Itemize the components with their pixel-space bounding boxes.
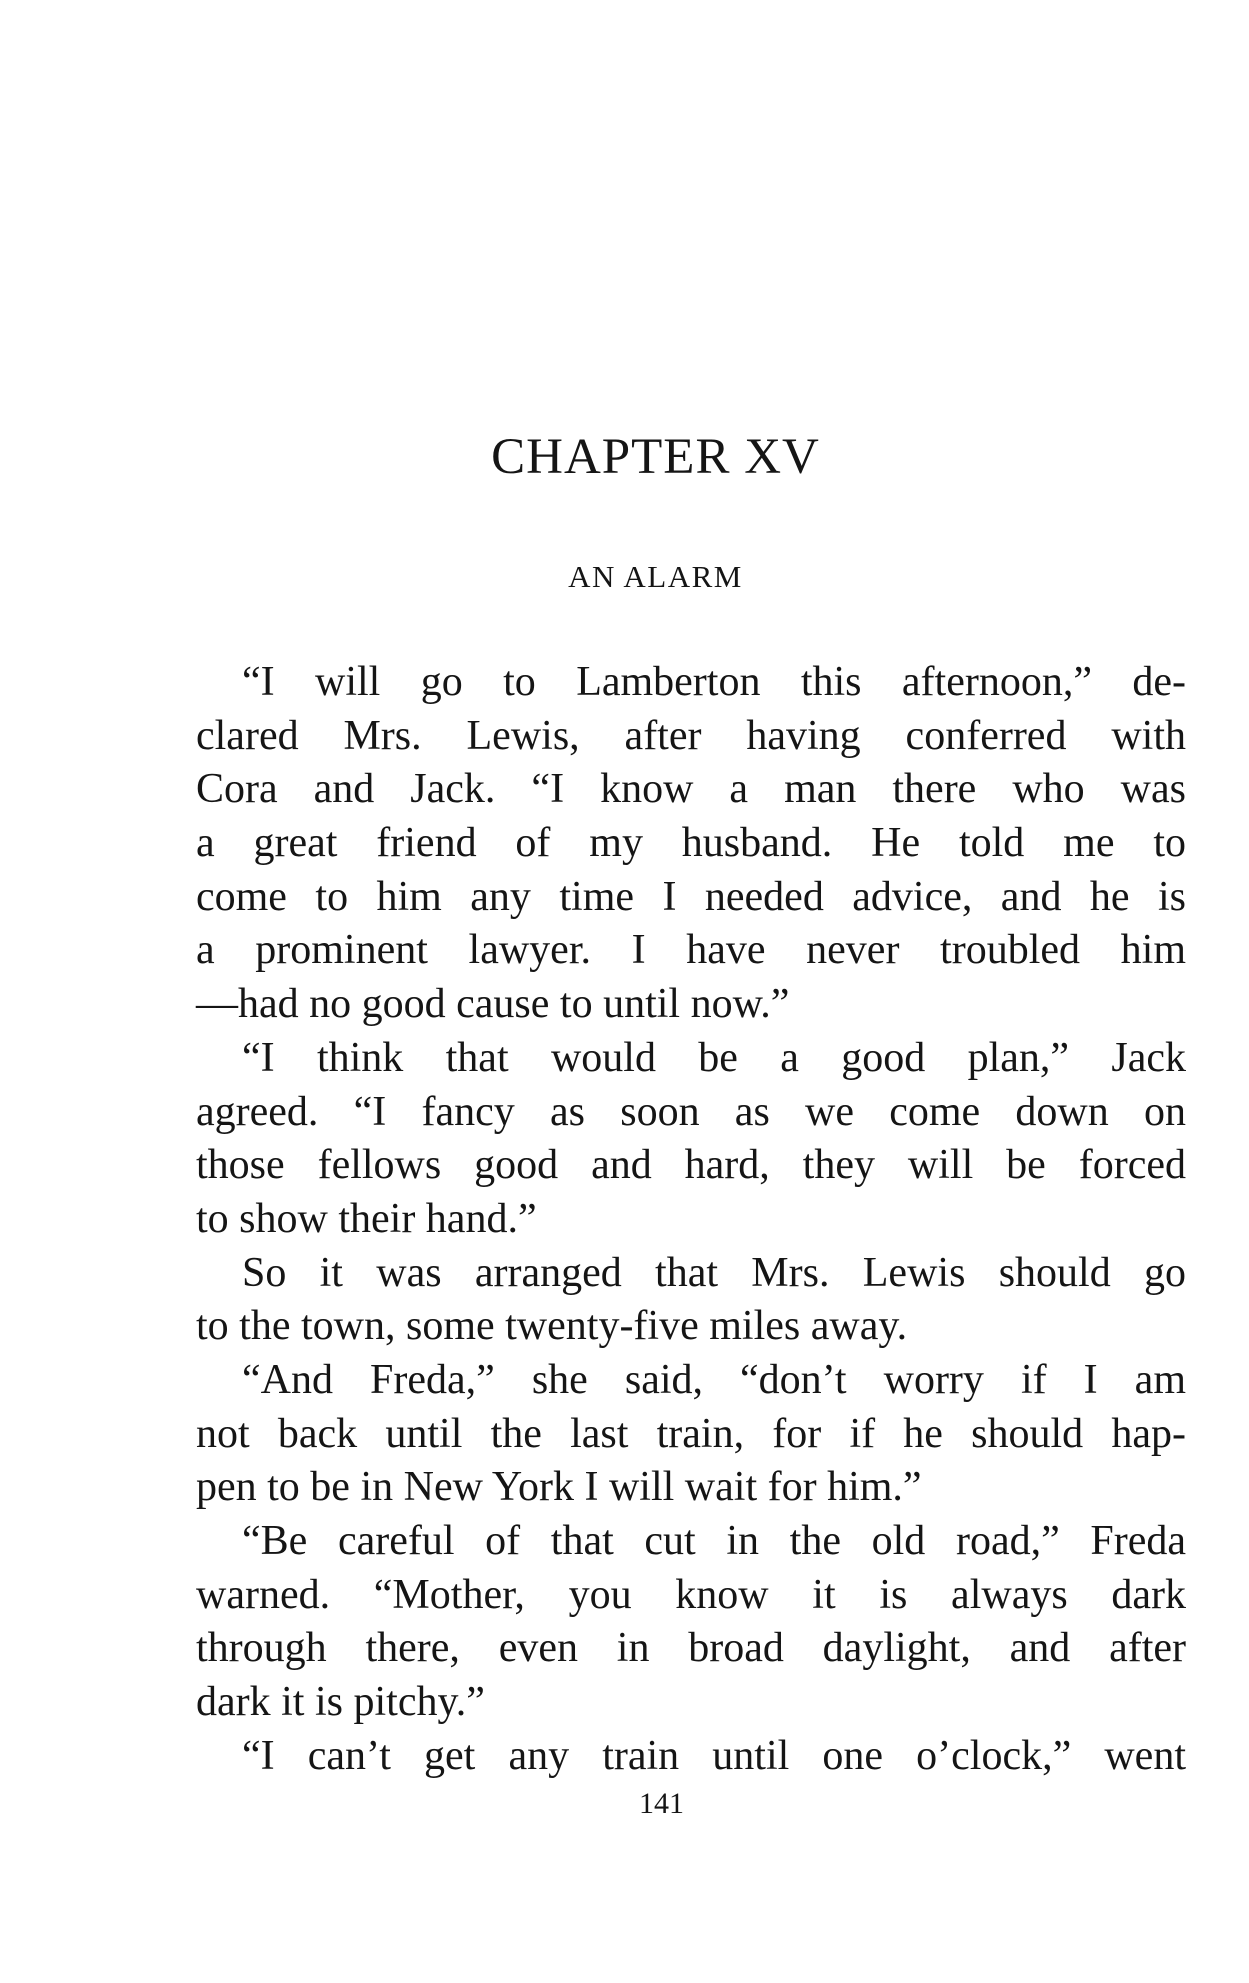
text-line: warned. “Mother, you know it is always dark [196,1571,1186,1618]
text-line: a great friend of my husband. He told me to [196,820,1186,867]
text-line: “I will go to Lamberton this afternoon,” de- [242,659,1186,705]
text-line: “I think that would be a good plan,” Jack [242,1034,1186,1081]
text-line: “Be careful of that cut in the old road,” Freda [242,1518,1186,1564]
text-line: to the town, some twenty-five miles away. [196,1303,908,1350]
text-line: “I can’t get any train until one o’clock,” went [242,1732,1186,1779]
text-line: come to him any time I needed advice, and he is [196,873,1186,920]
text-line: So it was arranged that Mrs. Lewis should go [242,1249,1186,1296]
text-line: “And Freda,” she said, “don’t worry if I am [242,1356,1186,1403]
text-line: clared Mrs. Lewis, after having conferred with [196,712,1186,759]
text-line: to show their hand.” [196,1195,537,1242]
text-line: Cora and Jack. “I know a man there who was [196,766,1186,813]
text-line: dark it is pitchy.” [196,1679,485,1726]
text-line: —had no good cause to until now.” [196,981,790,1028]
text-line: a prominent lawyer. I have never troubled him [196,927,1186,974]
body-text [196,656,1186,1783]
page-number: 141 [639,1787,684,1820]
text-line: through there, even in broad daylight, and after [196,1625,1186,1672]
text-line: those fellows good and hard, they will be forced [196,1142,1186,1189]
text-line: agreed. “I fancy as soon as we come down on [196,1088,1186,1135]
text-line: not back until the last train, for if he should hap- [196,1410,1186,1457]
chapter-subtitle: AN ALARM [568,559,743,594]
text-line: pen to be in New York I will wait for him.” [196,1464,922,1511]
chapter-title: CHAPTER XV [491,429,820,485]
